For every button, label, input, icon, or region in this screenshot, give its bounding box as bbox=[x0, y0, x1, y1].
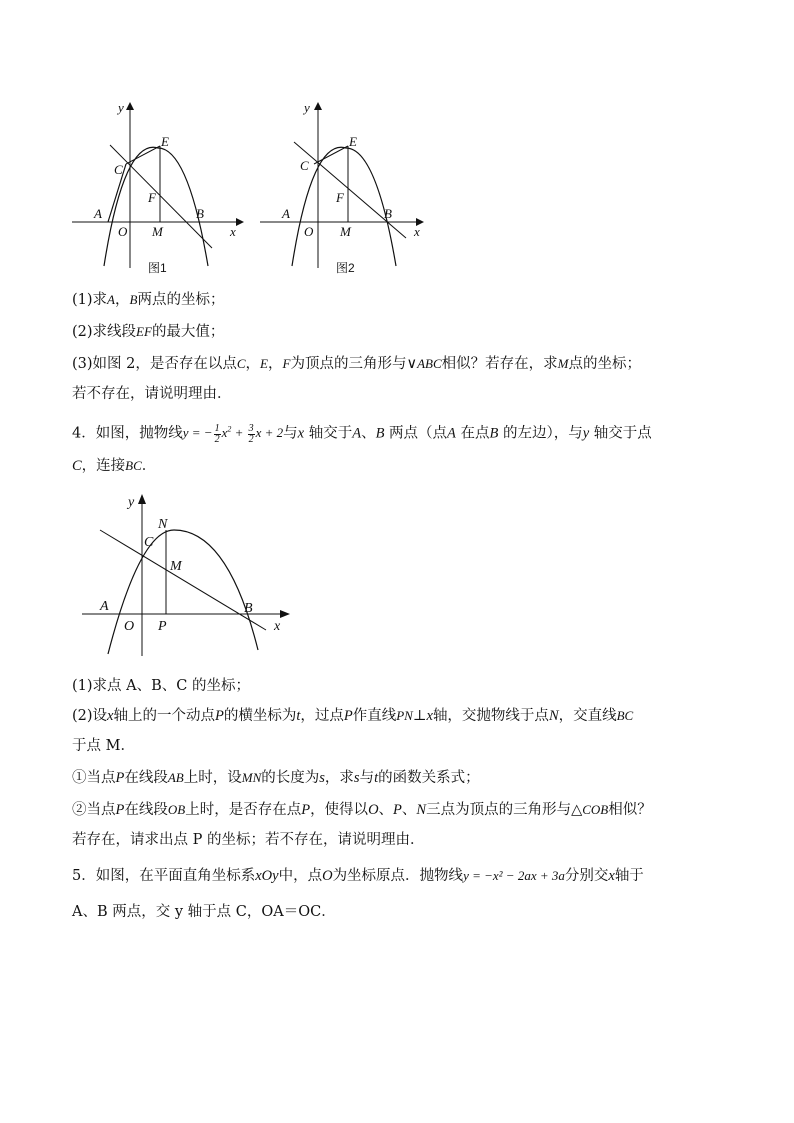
q4-s2-l: N bbox=[416, 802, 427, 818]
fig1-label-m: M bbox=[152, 224, 163, 239]
q4-s2-o: 相似？ bbox=[608, 802, 652, 818]
q4-frac2-den: 2 bbox=[248, 433, 254, 445]
q3-p3-sep2: ， bbox=[268, 356, 283, 372]
q4-sub2-line2 bbox=[72, 830, 424, 850]
q3-part3 bbox=[72, 354, 641, 374]
fig4-label-b: B bbox=[244, 601, 253, 616]
q4-s1-b: P bbox=[115, 770, 125, 786]
q4-s1-f: MN bbox=[241, 770, 262, 785]
q3-p3-line2-text: 若不存在，请说明理由． bbox=[72, 386, 232, 402]
q3-p2-text: (2)求线段 bbox=[72, 324, 137, 340]
q4-frac2-num: 3 bbox=[248, 422, 254, 434]
q4-p2-i: 作直线 bbox=[352, 708, 397, 724]
fig1-label-b: B bbox=[196, 206, 204, 221]
fig1-label-o: O bbox=[118, 224, 128, 239]
q3-p1-tail: 两点的坐标； bbox=[137, 292, 225, 308]
q4-intro-b: 与 bbox=[283, 425, 298, 442]
q4-s2-line2-text: 若存在，请求出点 P 的坐标；若不存在，请说明理由． bbox=[72, 832, 425, 848]
q4-line2-bc: BC bbox=[125, 458, 142, 473]
q3-part3-line2 bbox=[72, 384, 232, 404]
q4-p1-text: (1)求点 A、B、C 的坐标； bbox=[72, 678, 250, 694]
q3-p1-point-a: A bbox=[107, 292, 115, 307]
q5-d: O bbox=[322, 868, 333, 884]
q4-part2 bbox=[72, 706, 633, 726]
fig1-caption: 图1 bbox=[148, 261, 167, 275]
q5-f: 分别交 bbox=[564, 868, 609, 884]
q5-h: 轴于 bbox=[614, 868, 644, 884]
fig1-label-e: E bbox=[161, 134, 169, 149]
q4-s1-g: 的长度为 bbox=[261, 770, 320, 786]
q5-g: x bbox=[608, 868, 615, 884]
q3-p3-e: E bbox=[260, 356, 268, 371]
q4-intro-m: 轴交于点 bbox=[589, 425, 652, 442]
q5-a: 5．如图，在平面直角坐标系 bbox=[72, 868, 256, 884]
figure-2-svg bbox=[254, 98, 434, 278]
q4-equation bbox=[182, 422, 284, 445]
fig4-label-y: y bbox=[128, 495, 135, 510]
q5-e: 为坐标原点．抛物线 bbox=[332, 868, 464, 884]
fig1-label-c: C bbox=[114, 162, 123, 177]
q4-s1-e: 上时，设 bbox=[183, 770, 242, 786]
q4-s2-m: 三点为顶点的三角形与△ bbox=[426, 802, 583, 818]
fig2-label-c: C bbox=[300, 158, 309, 173]
q4-s2-h: O bbox=[368, 802, 379, 818]
fig1-label-y: y bbox=[118, 100, 124, 115]
q4-intro-j: B bbox=[489, 425, 499, 442]
q3-p2-seg: EF bbox=[136, 324, 152, 339]
q4-p2-j: PN bbox=[396, 708, 413, 723]
q4-eq-equals: = − bbox=[188, 425, 213, 441]
q4-frac-2 bbox=[248, 424, 255, 445]
fig2-label-b: B bbox=[384, 206, 392, 221]
q3-p1-point-b: B bbox=[129, 292, 138, 307]
q4-s2-n: COB bbox=[582, 802, 609, 817]
fig2-label-o: O bbox=[304, 224, 314, 239]
q4-p2-e: 的横坐标为 bbox=[223, 708, 297, 724]
figure-4 bbox=[78, 490, 298, 660]
q4-s1-h: s bbox=[319, 770, 325, 786]
q4-intro-x: x bbox=[297, 425, 305, 442]
q4-intro-h: A bbox=[447, 425, 456, 442]
q4-part1 bbox=[72, 676, 250, 696]
fig2-label-y: y bbox=[304, 100, 310, 115]
q4-s1-c: 在线段 bbox=[124, 770, 168, 786]
fig4-label-a: A bbox=[100, 599, 109, 614]
fig4-label-c: C bbox=[144, 535, 154, 550]
q4-s2-k: 、 bbox=[401, 802, 417, 818]
q3-p1-text: (1)求 bbox=[72, 292, 108, 308]
fig2-label-x: x bbox=[414, 224, 420, 239]
figure-1 bbox=[66, 98, 246, 278]
q4-p2-d: P bbox=[214, 708, 224, 724]
q4-frac1-num: 1 bbox=[214, 422, 220, 434]
q4-s1-k: 与 bbox=[359, 770, 375, 786]
q4-s1-j: s bbox=[353, 770, 360, 786]
q3-p3-m: M bbox=[557, 356, 569, 371]
q4-s2-g: ，使得以 bbox=[310, 802, 369, 818]
q4-s1-m: 的函数关系式； bbox=[378, 770, 480, 786]
q4-p2-h: P bbox=[343, 708, 353, 724]
q4-intro-line2 bbox=[72, 456, 156, 476]
q4-intro-c: 轴交于 bbox=[304, 425, 353, 442]
q3-p2-tail: 的最大值； bbox=[151, 324, 225, 340]
q3-part1 bbox=[72, 290, 224, 310]
q4-intro bbox=[72, 420, 652, 445]
q4-sub2 bbox=[72, 800, 652, 820]
q4-intro-l: y bbox=[582, 425, 590, 442]
q4-p2-p: BC bbox=[616, 708, 634, 723]
q3-part2 bbox=[72, 322, 224, 342]
fig2-label-m: M bbox=[340, 224, 351, 239]
q4-p2-l: x bbox=[426, 708, 433, 724]
fig2-label-f: F bbox=[336, 190, 344, 205]
q3-p3-sep1: ， bbox=[245, 356, 261, 372]
q4-intro-i: 在点 bbox=[455, 425, 490, 442]
q4-p2-b: x bbox=[107, 708, 114, 724]
q3-p3-f: F bbox=[282, 356, 291, 371]
q4-part2-line2 bbox=[72, 736, 135, 756]
q3-p1-sep: ， bbox=[115, 292, 130, 308]
q4-line2-c: C bbox=[72, 458, 82, 474]
q4-p2-c: 轴上的一个动点 bbox=[113, 708, 215, 724]
q5-b: xOy bbox=[255, 868, 279, 884]
q4-line2-text: ，连接 bbox=[81, 458, 126, 474]
q4-eq-sup: 2 bbox=[227, 425, 232, 434]
q4-intro-f: B bbox=[375, 425, 385, 442]
q4-intro-d: A bbox=[352, 425, 362, 442]
q4-p2-g: ，过点 bbox=[300, 708, 344, 724]
q4-eq-plus: + bbox=[231, 425, 247, 441]
q4-eq-y: y bbox=[182, 425, 189, 441]
fig1-label-a: A bbox=[94, 206, 102, 221]
q4-s2-a: ②当点 bbox=[72, 802, 116, 818]
q4-p2-m: 轴，交抛物线于点 bbox=[432, 708, 549, 724]
q4-intro-g: 两点（点 bbox=[384, 425, 448, 442]
q5-line2 bbox=[72, 902, 336, 922]
q5-equation: y = −x² − 2ax + 3a bbox=[463, 868, 565, 883]
q4-s2-j: P bbox=[393, 802, 402, 818]
q4-eq-rest: x + 2 bbox=[255, 425, 284, 441]
figure-2 bbox=[254, 98, 434, 278]
fig2-label-a: A bbox=[282, 206, 290, 221]
q4-s2-b: P bbox=[115, 802, 125, 818]
q4-intro-e: 、 bbox=[361, 425, 376, 442]
q4-intro-text: 4．如图，抛物线 bbox=[72, 425, 183, 442]
q4-frac-1 bbox=[214, 424, 221, 445]
q4-s1-a: ①当点 bbox=[72, 770, 116, 786]
q4-p2-line2-text: 于点 M． bbox=[72, 738, 135, 754]
q3-p3-mid: 为顶点的三角形与∨ bbox=[290, 356, 418, 372]
fig1-label-f: F bbox=[148, 190, 156, 205]
fig4-label-x: x bbox=[274, 619, 281, 634]
figure-4-svg bbox=[78, 490, 298, 660]
q4-p2-k: ⊥ bbox=[412, 708, 427, 724]
fig4-label-m: M bbox=[170, 559, 182, 574]
q4-p2-o: ，交直线 bbox=[558, 708, 617, 724]
q4-s1-l: t bbox=[374, 770, 379, 786]
fig1-label-x: x bbox=[230, 224, 236, 239]
q4-intro-k: 的左边），与 bbox=[498, 425, 583, 442]
fig2-label-e: E bbox=[349, 134, 357, 149]
fig2-caption: 图2 bbox=[336, 261, 355, 275]
q4-p2-f: t bbox=[296, 708, 301, 724]
figure-1-svg bbox=[66, 98, 246, 278]
q4-s2-i: 、 bbox=[378, 802, 394, 818]
q4-s2-f: P bbox=[301, 802, 311, 818]
q4-sub1 bbox=[72, 768, 480, 788]
q3-p3-ask: 相似？若存在，求 bbox=[441, 356, 558, 372]
q3-p3-abc: ABC bbox=[417, 356, 442, 371]
q4-s1-i: ，求 bbox=[324, 770, 354, 786]
q3-p3-text: (3)如图 2，是否存在以点 bbox=[72, 356, 237, 372]
q5-line2-text: A、B 两点，交 y 轴于点 C，OA＝OC． bbox=[72, 904, 336, 920]
q3-p3-c: C bbox=[236, 356, 246, 371]
q5-intro bbox=[72, 866, 644, 886]
fig4-label-o: O bbox=[124, 619, 135, 634]
q3-p3-tail: 点的坐标； bbox=[568, 356, 641, 372]
q4-frac1-den: 2 bbox=[214, 433, 220, 445]
fig4-label-p: P bbox=[158, 619, 167, 634]
q4-s1-d: AB bbox=[167, 770, 184, 785]
q4-p2-a: (2)设 bbox=[72, 708, 108, 724]
q4-s2-e: 上时，是否存在点 bbox=[185, 802, 302, 818]
q4-line2-end: ． bbox=[141, 458, 157, 474]
q4-s2-c: 在线段 bbox=[124, 802, 168, 818]
q4-eq-x: x bbox=[221, 425, 228, 441]
q4-s2-d: OB bbox=[167, 802, 186, 817]
q5-c: 中，点 bbox=[278, 868, 323, 884]
fig4-label-n: N bbox=[158, 517, 168, 532]
q4-p2-n: N bbox=[548, 708, 559, 724]
